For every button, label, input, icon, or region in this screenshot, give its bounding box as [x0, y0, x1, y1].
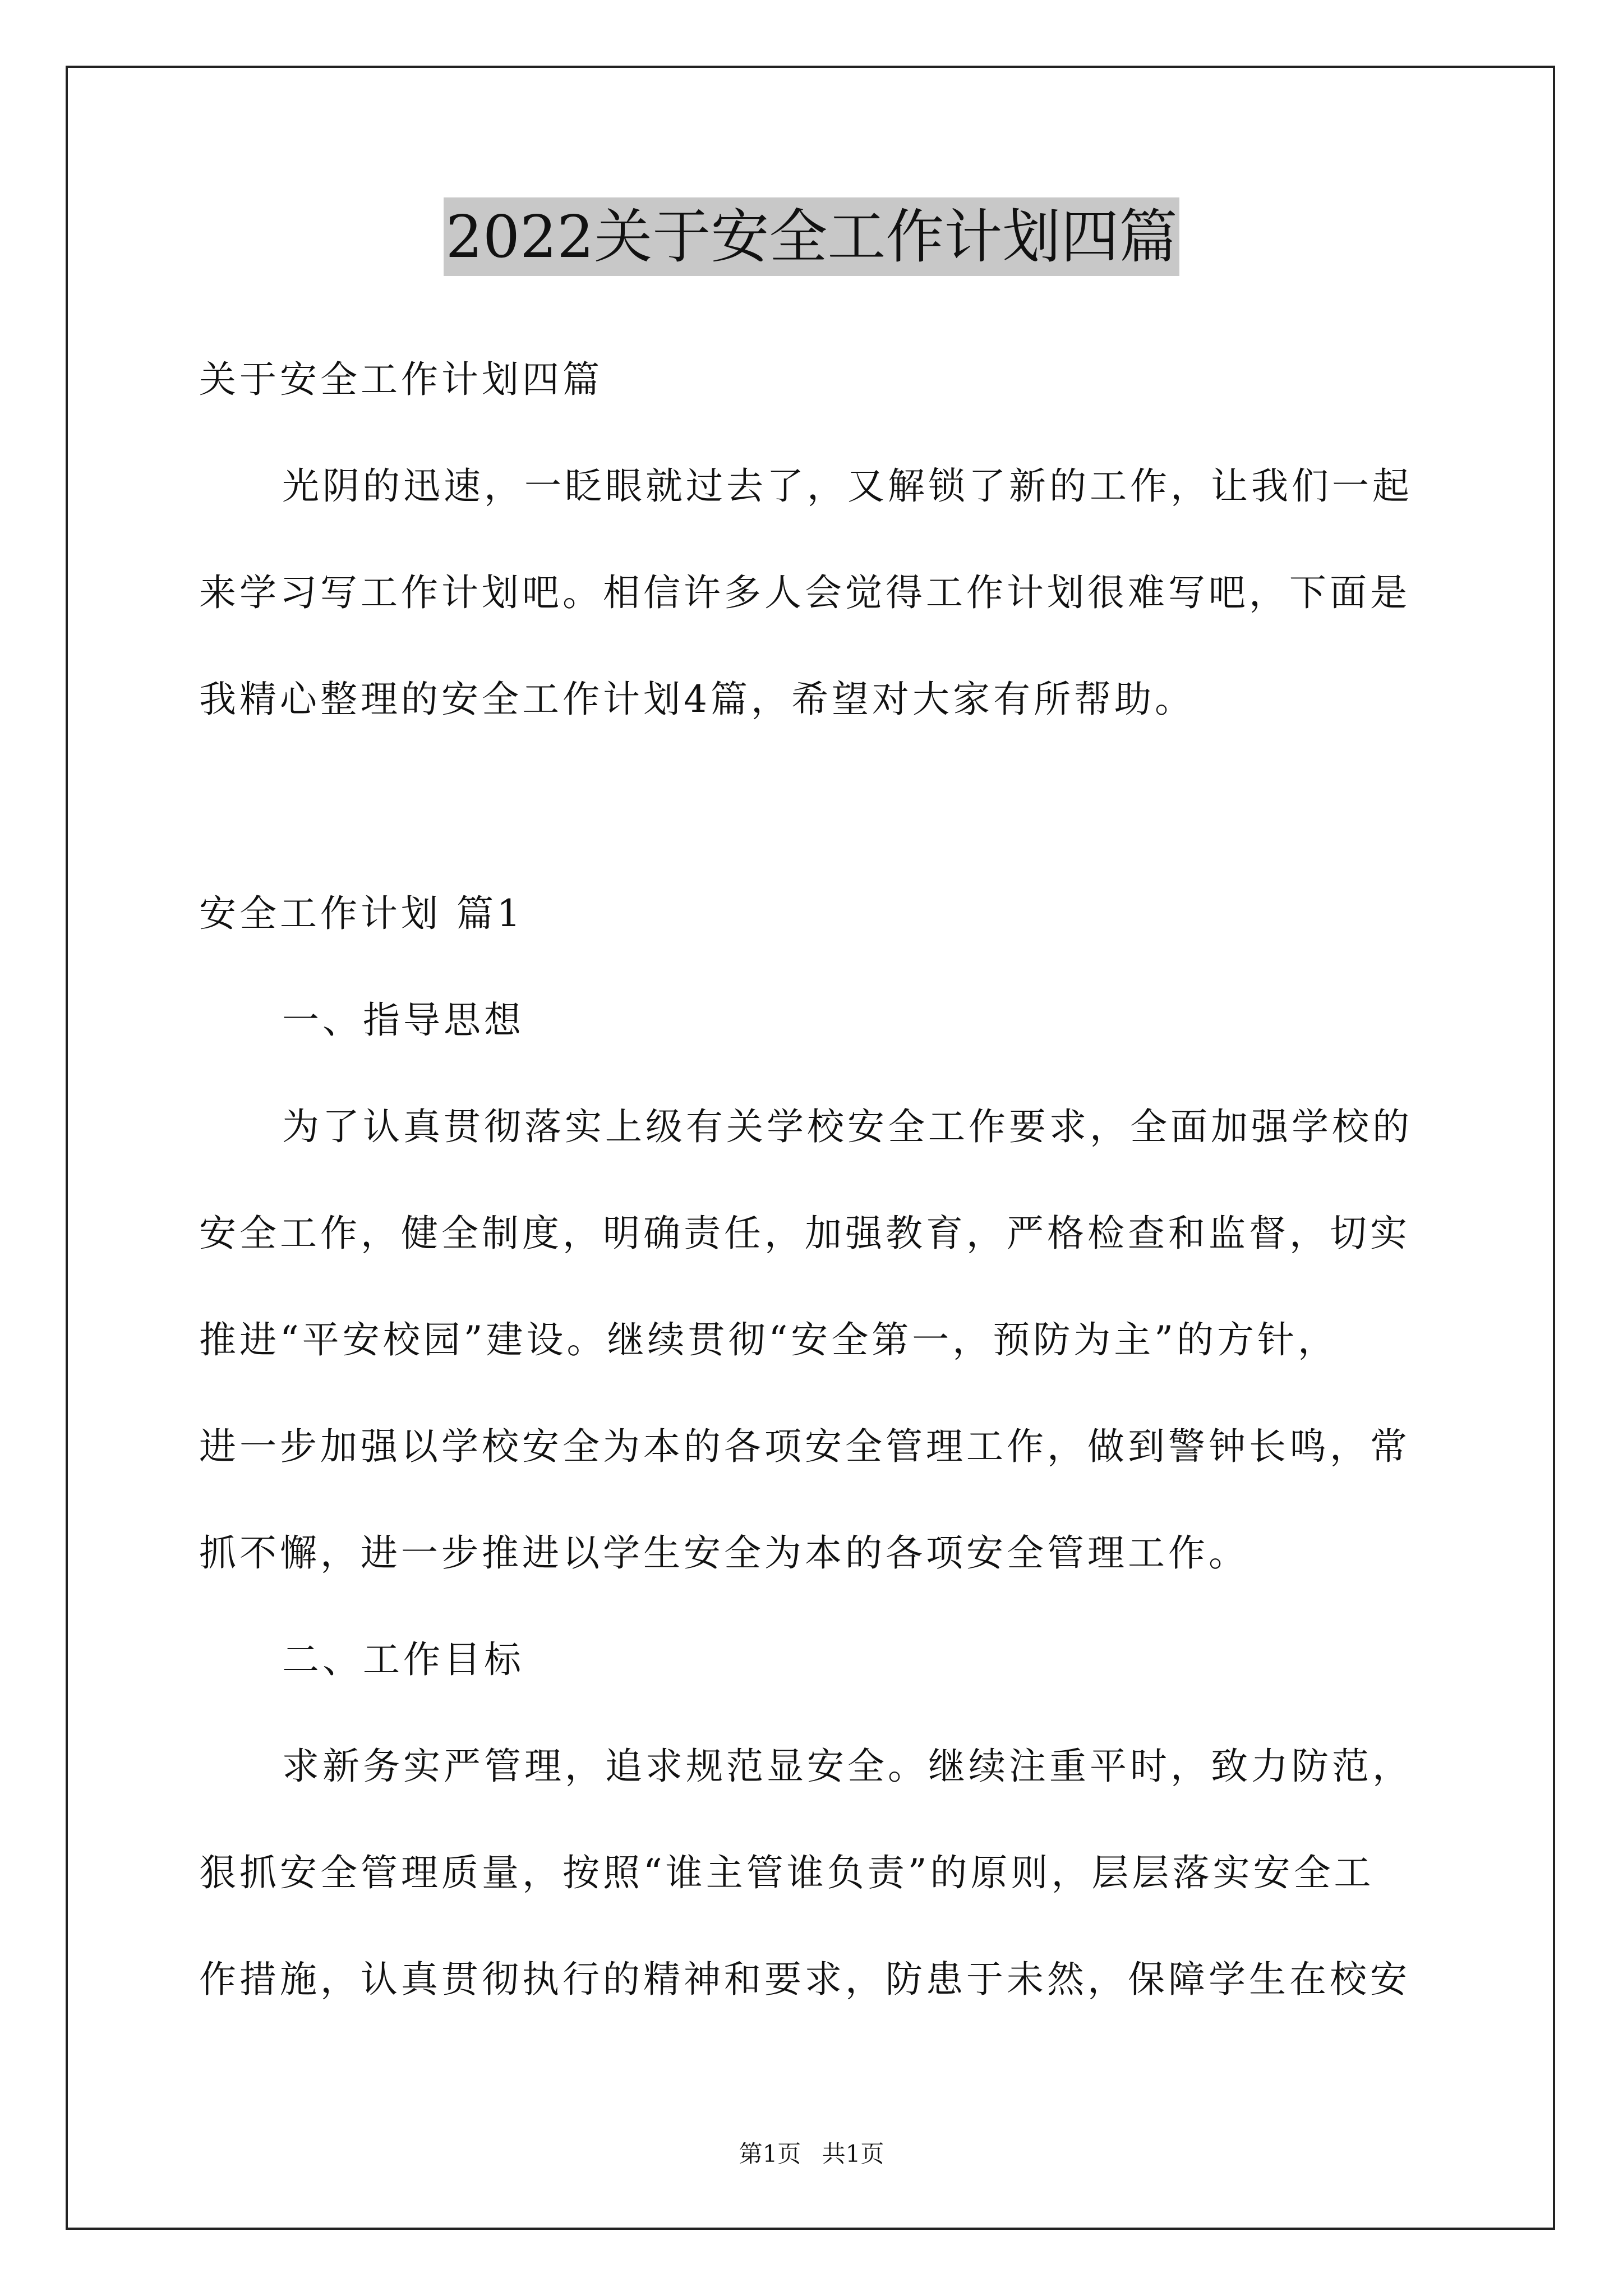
intro-line: 我精心整理的安全工作计划4篇，希望对大家有所帮助。: [199, 678, 1195, 721]
paragraph-line: 抓不懈，进一步推进以学生安全为本的各项安全管理工作。: [199, 1531, 1249, 1575]
intro-line: 来学习写工作计划吧。相信许多人会觉得工作计划很难写吧，下面是: [199, 571, 1410, 614]
paragraph-line: 为了认真贯彻落实上级有关学校安全工作要求，全面加强学校的: [282, 1105, 1413, 1148]
paragraph-line: 进一步加强以学校安全为本的各项安全管理工作，做到警钟长鸣，常: [199, 1425, 1410, 1468]
document-subtitle: 关于安全工作计划四篇: [199, 358, 603, 401]
paragraph-line: 作措施，认真贯彻执行的精神和要求，防患于未然，保障学生在校安: [199, 1958, 1410, 2001]
paragraph-line: 狠抓安全管理质量，按照“谁主管谁负责”的原则，层层落实安全工: [199, 1851, 1375, 1894]
heading-work-goals: 二、工作目标: [282, 1638, 524, 1681]
page-total: 共1页: [822, 2140, 884, 2168]
page-footer: [0, 2137, 1623, 2171]
paragraph-line: 求新务实严管理，追求规范显安全。继续注重平时，致力防范，: [282, 1745, 1413, 1788]
page-number: 第1页: [739, 2140, 801, 2168]
paragraph-line: 推进“平安校园”建设。继续贯彻“安全第一，预防为主”的方针，: [199, 1318, 1338, 1361]
document-title: 2022关于安全工作计划四篇: [444, 197, 1180, 276]
section-title: 安全工作计划 篇1: [199, 892, 524, 935]
title-container: [0, 197, 1623, 276]
paragraph-line: 安全工作，健全制度，明确责任，加强教育，严格检查和监督，切实: [199, 1212, 1410, 1255]
intro-line: 光阴的迅速，一眨眼就过去了，又解锁了新的工作，让我们一起: [282, 464, 1413, 508]
heading-guiding-ideology: 一、指导思想: [282, 999, 524, 1042]
